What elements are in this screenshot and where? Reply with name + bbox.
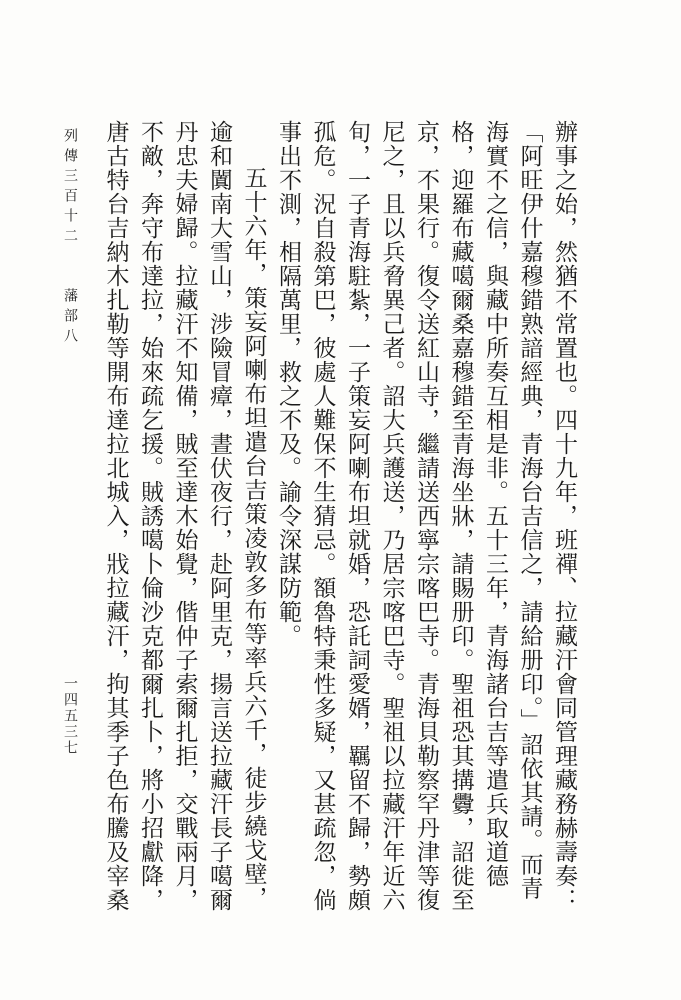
paragraph-1: 辦事之始，然猶不常置也。四十九年，班禪、拉藏汗會同管理藏務赫壽奏：「阿旺伊什嘉穆錯熟諳經典，青海台吉信之，請給册印。」詔依其請。而青海實不之信，與藏中所奏互相是非。五十三年，青海諸台吉等遣兵取道德格，迎羅布藏噶爾桑嘉穆錯至青海坐牀，請賜册印。聖祖恐其搆釁，詔徙至京，不果行。復令送紅山寺，繼請送西寧宗喀巴寺。青海貝勒察罕丹津等復尼之，且以兵脅異己者。詔大兵護送，乃居宗喀巴寺。聖祖以拉藏汗年近六旬，一子青海駐紮，一子策妄阿喇布坦就婚，恐託詞愛婿，羈留不歸，勢頗孤危。況自殺第巴，彼處人難保不生猜忌。額魯特秉性多疑，又甚疏忽，倘事出不測，相隔萬里，救之不及。諭令深謀防範。 xyxy=(275,120,577,912)
page-number: 一四五三七 xyxy=(62,676,78,756)
running-head xyxy=(60,128,80,348)
paragraph-2: 五十六年，策妄阿喇布坦遣台吉策凌敦多布等率兵六千，徒步繞戈壁，逾和闐南大雪山，涉險冒瘴，晝伏夜行，赴阿里克，揚言送拉藏汗長子噶爾丹忠夫婦歸。拉藏汗不知備，賊至達木始覺，偕仲子索爾扎拒，交戰兩月，不敵，奔守布達拉，始來疏乞援。賊誘噶卜倫沙克都爾扎卜，將小招獻降，唐古特台吉納木扎勒等開布達拉北城入，戕拉藏汗，拘其季子色布騰及宰桑 xyxy=(102,120,267,912)
body-text xyxy=(101,120,581,920)
running-head-chapter: 列傳三百十二 xyxy=(62,128,78,248)
running-head-section: 藩部八 xyxy=(62,288,78,348)
